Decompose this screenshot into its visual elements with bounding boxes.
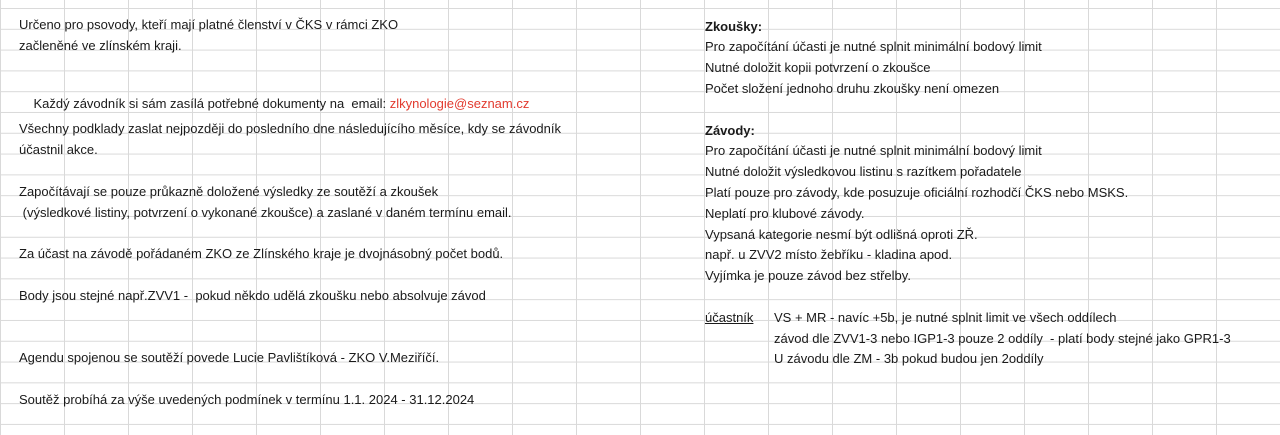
cell-zavody-3[interactable]: Platí pouze pro závody, kde posuzuje oficiální rozhodčí ČKS nebo MSKS. [705, 185, 1129, 200]
cell-left-10[interactable]: Agendu spojenou se soutěží povede Lucie Pavlištíková - ZKO V.Meziříčí. [19, 350, 440, 365]
cell-zavody-4[interactable]: Neplatí pro klubové závody. [705, 206, 865, 221]
zkousky-heading[interactable]: Zkoušky: [705, 19, 763, 34]
cell-left-1[interactable]: Určeno pro psovody, kteří mají platné členství v ČKS v rámci ZKO [19, 17, 399, 32]
zavody-heading[interactable]: Závody: [705, 123, 755, 138]
cell-zavody-5[interactable]: Vypsaná kategorie nesmí být odlišná oproti ZŘ. [705, 227, 978, 242]
cell-left-11[interactable]: Soutěž probíhá za výše uvedených podmínek v termínu 1.1. 2024 - 31.12.2024 [19, 392, 475, 407]
cell-ucastnik-3[interactable]: U závodu dle ZM - 3b pokud budou jen 2oddíly [774, 351, 1044, 366]
cell-left-7[interactable]: (výsledkové listiny, potvrzení o vykonané zkoušce) a zaslané v daném termínu email. [19, 205, 512, 220]
cell-ucastnik-2[interactable]: závod dle ZVV1-3 nebo IGP1-3 pouze 2 oddíly - platí body stejné jako GPR1-3 [774, 331, 1231, 346]
cell-left-2[interactable]: začleněné ve zlínském kraji. [19, 38, 182, 53]
cell-left-8[interactable]: Za účast na závodě pořádaném ZKO ze Zlínského kraje je dvojnásobný počet bodů. [19, 246, 504, 261]
cell-zavody-1[interactable]: Pro započítání účasti je nutné splnit minimální bodový limit [705, 143, 1042, 158]
cell-ucastnik-1[interactable]: VS + MR - navíc +5b, je nutné splnit limit ve všech oddílech [774, 310, 1117, 325]
cell-zavody-2[interactable]: Nutné doložit výsledkovou listinu s razítkem pořadatele [705, 164, 1022, 179]
cell-zkousky-3[interactable]: Počet složení jednoho druhu zkoušky není omezen [705, 81, 1000, 96]
cell-zavody-6[interactable]: např. u ZVV2 místo žebříku - kladina apod. [705, 247, 953, 262]
ucastnik-label[interactable]: účastník [705, 310, 754, 325]
cell-left-4[interactable]: Všechny podklady zaslat nejpozději do posledního dne následujícího měsíce, kdy se závodník [19, 121, 562, 136]
cell-zavody-7[interactable]: Vyjímka je pouze závod bez střelby. [705, 268, 911, 283]
email-instruction-text: Každý závodník si sám zasílá potřebné dokumenty na email: [33, 96, 390, 111]
email-link[interactable]: zlkynologie@seznam.cz [389, 96, 530, 111]
cell-zkousky-2[interactable]: Nutné doložit kopii potvrzení o zkoušce [705, 60, 931, 75]
cell-left-6[interactable]: Započítávají se pouze průkazně doložené výsledky ze soutěží a zkoušek [19, 184, 439, 199]
cell-left-5[interactable]: účastnil akce. [19, 142, 98, 157]
cell-zkousky-1[interactable]: Pro započítání účasti je nutné splnit minimální bodový limit [705, 39, 1042, 54]
cell-left-9[interactable]: Body jsou stejné např.ZVV1 - pokud někdo udělá zkoušku nebo absolvuje závod [19, 288, 486, 303]
